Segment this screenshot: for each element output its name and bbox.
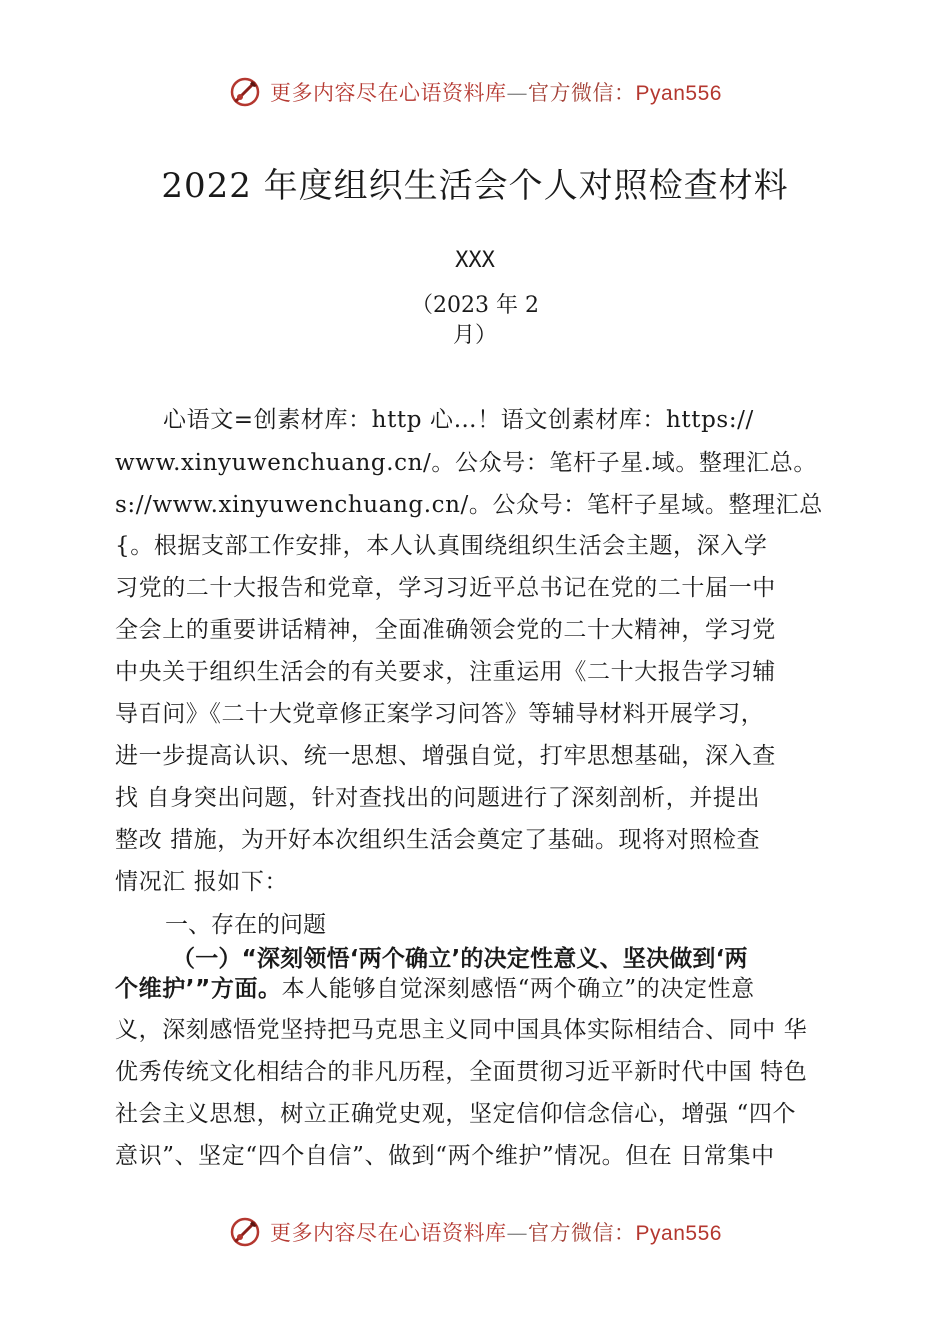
body-line: 优秀传统文化相结合的非凡历程，全面贯彻习近平新时代中国 特色 <box>115 1059 808 1085</box>
intro-line: 进一步提高认识、统一思想、增强自觉，打牢思想基础，深入查 <box>115 743 776 769</box>
intro-line: www.xinyuwenchuang.cn/。公众号：笔杆子星.域。整理汇总。 <box>115 450 817 476</box>
intro-line: 中央关于组织生活会的有关要求，注重运用《二十大报告学习辅 <box>115 659 776 685</box>
subsection-heading-cont: 个维护’”方面。 <box>115 976 282 1002</box>
body-line: 意识”、坚定“四个自信”、做到“两个维护”情况。但在 日常集中 <box>115 1143 775 1169</box>
banner-wechat-id: Pyan556 <box>635 1222 722 1245</box>
intro-line: {。根据支部工作安排，本人认真围绕组织生活会主题，深入学 <box>115 533 768 559</box>
subsection-heading: （一）“深刻领悟‘两个确立’的决定性意义、坚决做到‘两 <box>172 946 748 972</box>
document-title: 2022 年度组织生活会个人对照检查材料 <box>161 166 789 206</box>
banner-wechat-label: 官方微信： <box>528 81 636 105</box>
intro-line: 情况汇 报如下： <box>115 869 289 895</box>
banner-wechat-id: Pyan556 <box>635 82 722 105</box>
banner-wechat-label: 官方微信： <box>528 1221 636 1245</box>
brush-logo-icon <box>228 75 262 109</box>
document-date-line2: 月） <box>452 323 497 348</box>
intro-line: 习党的二十大报告和党章，学习习近平总书记在党的二十届一中 <box>115 575 776 601</box>
document-author: XXX <box>455 248 495 273</box>
intro-line: 找 自身突出问题，针对查找出的问题进行了深刻剖析，并提出 <box>115 785 761 811</box>
intro-line: 心语文=创素材库：http 心…！语文创素材库：https:// <box>163 407 754 433</box>
intro-line: 整改 措施，为开好本次组织生活会奠定了基础。现将对照检查 <box>115 827 761 853</box>
intro-line: 全会上的重要讲话精神，全面准确领会党的二十大精神，学习党 <box>115 617 776 643</box>
banner-text <box>270 77 722 107</box>
body-line: 社会主义思想，树立正确党史观，坚定信仰信念信心，增强 “四个 <box>115 1101 797 1127</box>
intro-line: s://www.xinyuwenchuang.cn/。公众号：笔杆子星域。整理汇总 <box>115 492 823 518</box>
banner-brand: 更多内容尽在心语资料库 <box>270 81 507 105</box>
banner-dash: — <box>506 1221 529 1245</box>
banner-text <box>270 1217 722 1247</box>
intro-line: 导百问》《二十大党章修正案学习问答》等辅导材料开展学习， <box>115 701 765 727</box>
banner-brand: 更多内容尽在心语资料库 <box>270 1221 507 1245</box>
subsection-line <box>115 970 837 1003</box>
document-date-line1: （2023 年 2 <box>411 293 539 318</box>
subsection-text: 本人能够自觉深刻感悟“两个确立”的决定性意 <box>281 976 755 1002</box>
section-heading: 一、存在的问题 <box>165 912 326 938</box>
footer-banner <box>0 1212 950 1252</box>
header-banner <box>0 72 950 112</box>
body-line: 义，深刻感悟党坚持把马克思主义同中国具体实际相结合、同中 华 <box>115 1017 808 1043</box>
banner-dash: — <box>506 81 529 105</box>
brush-logo-icon <box>228 1215 262 1249</box>
